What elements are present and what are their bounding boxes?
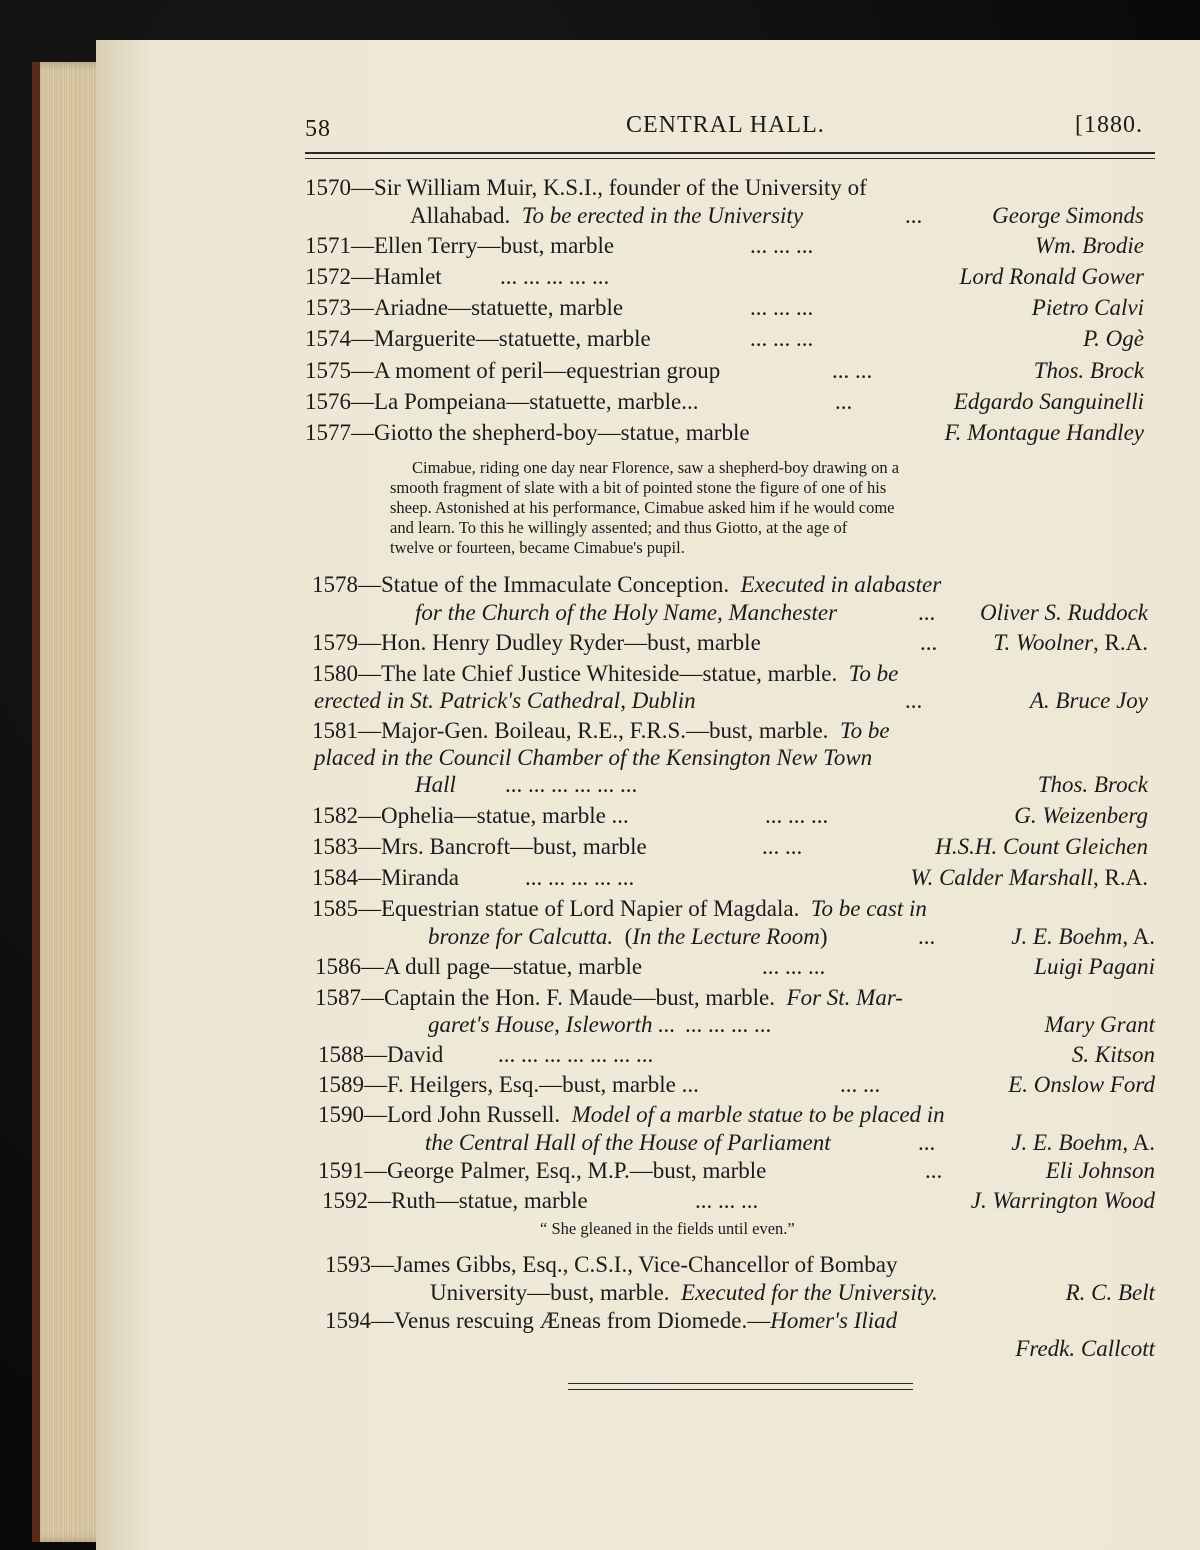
entry-1586: 1586—A dull page—statue, marble xyxy=(315,954,643,979)
entry-1570-artist: George Simonds xyxy=(992,203,1144,228)
note-line: sheep. Astonished at his performance, Cimabue asked him if he would come xyxy=(390,498,895,517)
entry-1570-line2: Allahabad. To be erected in the University xyxy=(410,203,804,228)
entry-1589: 1589—F. Heilgers, Esq.—bust, marble ... xyxy=(318,1072,699,1097)
entry-1588: 1588—David xyxy=(318,1042,444,1067)
entry-1587-line2: garet's House, Isleworth ... xyxy=(428,1012,676,1037)
footer-rule-top xyxy=(568,1383,913,1384)
entry-dots: ... xyxy=(918,1130,936,1155)
entry-1593-line1: 1593—James Gibbs, Esq., C.S.I., Vice-Chancellor of Bombay xyxy=(325,1252,898,1277)
entry-dots: ... xyxy=(925,1158,943,1183)
note-line: smooth fragment of slate with a bit of pointed stone the figure of one of his xyxy=(390,478,887,497)
entry-dots: ... xyxy=(905,688,923,713)
entry-1594-artist: Fredk. Callcott xyxy=(1015,1336,1155,1361)
entry-1578-line2: for the Church of the Holy Name, Manchester xyxy=(415,600,838,625)
entry-1581-line3: Hall xyxy=(415,772,456,797)
entry-1580-artist: A. Bruce Joy xyxy=(1029,688,1148,713)
entry-dots: ... xyxy=(835,389,853,414)
entry-dots: ... ... ... xyxy=(695,1188,759,1213)
entry-1570-line1: 1570—Sir William Muir, K.S.I., founder of the University of xyxy=(305,175,867,200)
entry-1573: 1573—Ariadne—statuette, marble xyxy=(305,295,624,320)
entry-dots: ... ... ... ... ... ... xyxy=(505,772,638,797)
entry-1594-line1: 1594—Venus rescuing Æneas from Diomede.—Homer's Iliad xyxy=(325,1308,898,1333)
quote-1592: “ She gleaned in the fields until even.” xyxy=(540,1219,795,1238)
entry-1571: 1571—Ellen Terry—bust, marble xyxy=(305,233,615,258)
entry-1592: 1592—Ruth—statue, marble xyxy=(322,1188,588,1213)
entry-dots: ... ... ... xyxy=(750,295,814,320)
entry-dots: ... ... ... ... ... xyxy=(525,865,635,890)
entry-1589-artist: E. Onslow Ford xyxy=(1008,1072,1155,1097)
entry-1577: 1577—Giotto the shepherd-boy—statue, marble xyxy=(305,420,750,445)
entry-1574-artist: P. Ogè xyxy=(1083,326,1144,351)
entry-dots: ... ... ... ... ... xyxy=(500,264,610,289)
header-rule-bottom xyxy=(305,158,1155,159)
note-line: Cimabue, riding one day near Florence, saw a shepherd-boy drawing on a xyxy=(412,458,900,477)
entry-1573-artist: Pietro Calvi xyxy=(1031,295,1144,320)
entry-1582: 1582—Ophelia—statue, marble ... xyxy=(312,803,629,828)
entry-1578-line1: 1578—Statue of the Immaculate Conception. Executed in alabaster xyxy=(312,572,942,597)
entry-1581-line2: placed in the Council Chamber of the Kensington New Town xyxy=(314,745,873,770)
entry-1581-artist: Thos. Brock xyxy=(1037,772,1148,797)
entry-dots: ... xyxy=(905,203,923,228)
entry-1590-line2: the Central Hall of the House of Parliament xyxy=(425,1130,831,1155)
entry-dots: ... ... ... xyxy=(765,803,829,828)
entry-1577-artist: F. Montague Handley xyxy=(944,420,1144,445)
footer-rule-bottom xyxy=(568,1389,913,1390)
entry-dots: ... ... xyxy=(762,834,803,859)
entry-1572: 1572—Hamlet xyxy=(305,264,442,289)
entry-1584: 1584—Miranda xyxy=(312,865,459,890)
entry-1575: 1575—A moment of peril—equestrian group xyxy=(305,358,721,383)
entry-1587-artist: Mary Grant xyxy=(1044,1012,1155,1037)
header-year: [1880. xyxy=(1075,112,1143,138)
entry-1584-artist: W. Calder Marshall, R.A. xyxy=(910,865,1148,890)
entry-1587-line1: 1587—Captain the Hon. F. Maude—bust, marble. For St. Mar- xyxy=(315,985,903,1010)
entry-dots: ... ... ... xyxy=(750,233,814,258)
entry-1586-artist: Luigi Pagani xyxy=(1034,954,1155,979)
entry-1571-artist: Wm. Brodie xyxy=(1034,233,1144,258)
running-title: CENTRAL HALL. xyxy=(626,112,825,138)
header-rule-top xyxy=(305,152,1155,154)
entry-1579-artist: T. Woolner, R.A. xyxy=(993,630,1148,655)
note-line: and learn. To this he willingly assented; and thus Giotto, at the age of xyxy=(390,518,848,537)
entry-1581-line1: 1581—Major-Gen. Boileau, R.E., F.R.S.—bust, marble. To be xyxy=(312,718,890,743)
entry-1580-line2: erected in St. Patrick's Cathedral, Dublin xyxy=(314,688,696,713)
entry-1578-artist: Oliver S. Ruddock xyxy=(980,600,1148,625)
entry-dots: ... ... ... ... ... ... ... xyxy=(498,1042,654,1067)
entry-dots: ... ... ... xyxy=(750,326,814,351)
entry-1588-artist: S. Kitson xyxy=(1071,1042,1155,1067)
entry-dots: ... ... xyxy=(832,358,873,383)
entry-1591: 1591—George Palmer, Esq., M.P.—bust, marble xyxy=(318,1158,767,1183)
entry-1576-artist: Edgardo Sanguinelli xyxy=(953,389,1144,414)
entry-1574: 1574—Marguerite—statuette, marble xyxy=(305,326,651,351)
entry-1572-artist: Lord Ronald Gower xyxy=(959,264,1144,289)
entry-1593-line2: University—bust, marble. Executed for the University. xyxy=(430,1280,938,1305)
entry-1590-artist: J. E. Boehm, A. xyxy=(1011,1130,1155,1155)
entry-1585-line2: bronze for Calcutta. (In the Lecture Room) xyxy=(428,924,828,949)
entry-dots: ... xyxy=(918,924,936,949)
entry-1591-artist: Eli Johnson xyxy=(1045,1158,1155,1183)
entry-1583-artist: H.S.H. Count Gleichen xyxy=(935,834,1148,859)
entry-1576: 1576—La Pompeiana—statuette, marble... xyxy=(305,389,699,414)
entry-1583: 1583—Mrs. Bancroft—bust, marble xyxy=(312,834,647,859)
note-line: twelve or fourteen, became Cimabue's pupil. xyxy=(390,538,685,557)
entry-1582-artist: G. Weizenberg xyxy=(1014,803,1148,828)
entry-1585-line1: 1585—Equestrian statue of Lord Napier of Magdala. To be cast in xyxy=(312,896,927,921)
entry-dots: ... ... ... xyxy=(762,954,826,979)
entry-dots: ... ... ... ... xyxy=(685,1012,772,1037)
entry-dots: ... ... xyxy=(840,1072,881,1097)
entry-1585-artist: J. E. Boehm, A. xyxy=(1011,924,1155,949)
entry-1579: 1579—Hon. Henry Dudley Ryder—bust, marble xyxy=(312,630,761,655)
entry-1593-artist: R. C. Belt xyxy=(1065,1280,1155,1305)
page-number: 58 xyxy=(305,116,331,142)
entry-1592-artist: J. Warrington Wood xyxy=(970,1188,1155,1213)
entry-dots: ... xyxy=(918,600,936,625)
entry-1580-line1: 1580—The late Chief Justice Whiteside—statue, marble. To be xyxy=(312,661,899,686)
entry-1590-line1: 1590—Lord John Russell. Model of a marble statue to be placed in xyxy=(318,1102,945,1127)
entry-dots: ... xyxy=(920,630,938,655)
entry-1575-artist: Thos. Brock xyxy=(1033,358,1144,383)
